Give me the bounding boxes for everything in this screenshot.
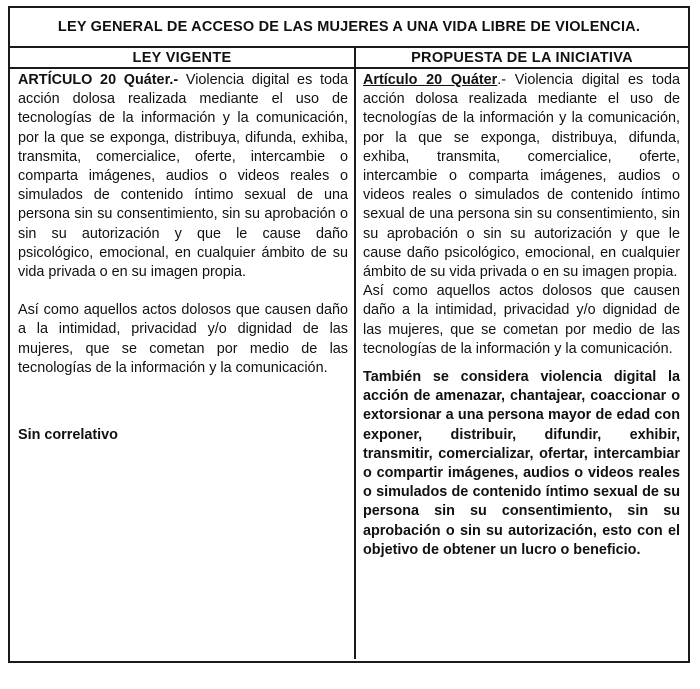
proposal-paragraph-1-text: .- Violencia digital es toda acción dolosa realizada mediante el uso de tecnologías de la información y la comunicación, por la que se exponga, distribuya, difunda, exhiba, transmita, comercialice, oferte, intercambie o comparta imágenes, audios o videos reales o simulados de contenido íntimo sexual de una persona sin su consentimiento, sin su aprobación o sin su autorización y que le cause daño psicológico, emocional, en cualquier ámbito de su vida privada o en su imagen propia. xyxy=(363,72,680,281)
comparison-table xyxy=(8,6,690,663)
current-law-paragraph-1-text: Violencia digital es toda acción dolosa realizada mediante el uso de tecnologías de la información y la comunicación, por la que se exponga, distribuya, difunda, exhiba, transmita, comercialice, oferte, intercambie o comparta imágenes, audios o videos reales o simulados de contenido íntimo sexual de una persona sin su consentimiento, sin su aprobación o sin su autorización y que le cause daño psicológico, emocional, en cualquier ámbito de su vida privada o en su imagen propia. xyxy=(18,72,348,281)
proposal-paragraph-1 xyxy=(363,71,680,282)
current-law-paragraph-2: Así como aquellos actos dolosos que causen daño a la intimidad, privacidad y/o dignidad de las mujeres, que se cometan por medio de las tecnologías de la información y la comunicación. xyxy=(18,302,348,376)
header-current-law: LEY VIGENTE xyxy=(10,48,356,67)
proposal-paragraph-2: Así como aquellos actos dolosos que causen daño a la intimidad, privacidad y/o dignidad de las mujeres, que se cometan por medio de las tecnologías de la información y la comunicación. xyxy=(363,283,680,357)
proposal-article-label: Artículo 20 Quáter xyxy=(363,72,498,88)
proposal-cell xyxy=(356,69,688,659)
table-title: LEY GENERAL DE ACCESO DE LAS MUJERES A UNA VIDA LIBRE DE VIOLENCIA. xyxy=(10,8,688,48)
content-row xyxy=(10,69,688,659)
header-initiative-proposal: PROPUESTA DE LA INICIATIVA xyxy=(411,49,633,66)
column-header-row xyxy=(10,48,688,69)
no-correlative-label: Sin correlativo xyxy=(18,427,118,444)
current-law-cell xyxy=(10,69,356,659)
current-law-paragraph-1 xyxy=(18,71,348,282)
current-law-article-label: ARTÍCULO 20 Quáter.- xyxy=(18,72,179,88)
proposal-paragraph-3: También se considera violencia digital la acción de amenazar, chantajear, coaccionar o extorsionar a una persona mayor de edad con exponer, distribuir, difundir, exhibir, transmitir, comercializar, ofertar, intercambiar o compartir imágenes, audios o videos reales o simulados de contenido íntimo sexual de su persona sin su consentimiento, sin su aprobación o sin su autorización, esto con el objetivo de obtener un lucro o beneficio. xyxy=(363,369,680,558)
